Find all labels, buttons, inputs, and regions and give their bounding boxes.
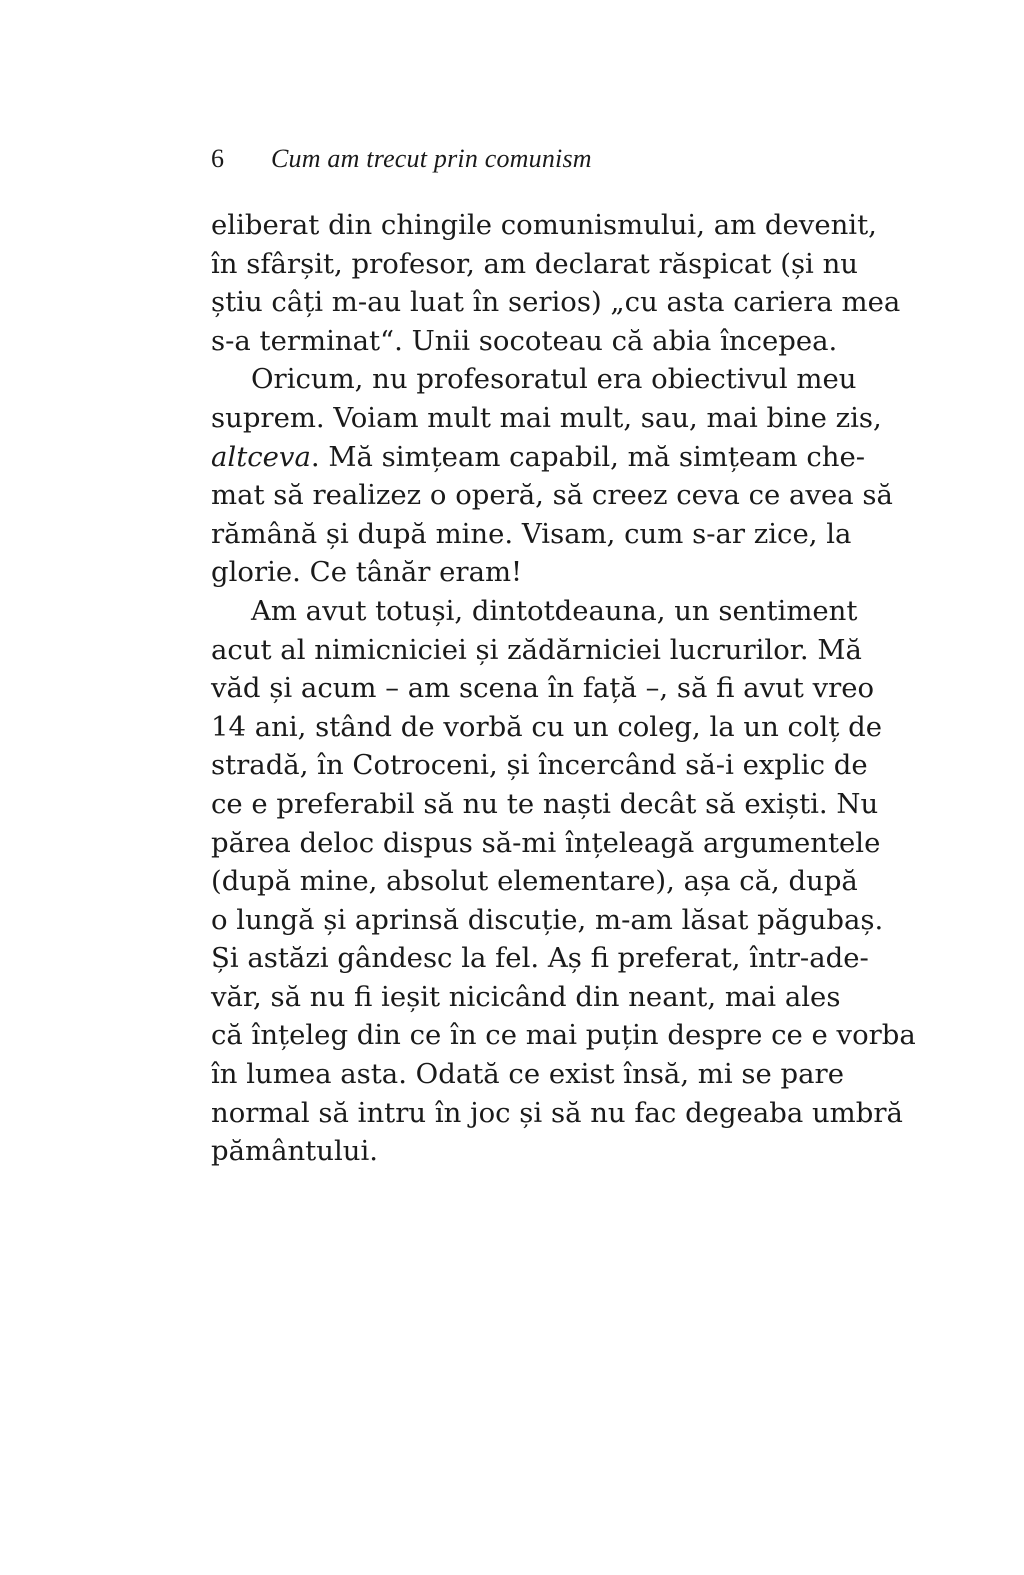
text-line: știu câți m-au luat în serios) „cu asta cariera mea [211, 286, 901, 319]
text-line: văd și acum – am scena în față –, să fi avut vreo [211, 672, 875, 705]
text-line: acut al nimicniciei și zădărniciei lucrurilor. Mă [211, 633, 862, 666]
text-line: că înțeleg din ce în ce mai puțin despre ce e vorba [211, 1019, 916, 1052]
text-line: suprem. Voiam mult mai mult, sau, mai bine zis, [211, 401, 882, 434]
emphasized-word: altceva [211, 440, 311, 473]
text-line: ce e preferabil să nu te naști decât să exiști. Nu [211, 787, 879, 820]
text-line: glorie. Ce tânăr eram! [211, 556, 523, 589]
paragraph-start-line: Am avut totuși, dintotdeauna, un sentiment [251, 594, 858, 627]
running-head [211, 142, 841, 176]
text-line: o lungă și aprinsă discuție, m-am lăsat păgubaș. [211, 903, 884, 936]
text-line: 14 ani, stând de vorbă cu un coleg, la un colț de [211, 710, 882, 743]
text-line: normal să intru în joc și să nu fac degeaba umbră [211, 1096, 903, 1129]
text-line: s-a terminat“. Unii socoteau că abia începea. [211, 324, 838, 357]
page-number: 6 [211, 144, 224, 173]
text-line: eliberat din chingile comunismului, am devenit, [211, 209, 877, 241]
book-title: Cum am trecut prin comunism [271, 144, 592, 173]
text-line: (după mine, absolut elementare), așa că, după [211, 865, 858, 898]
paragraph-start-line: Oricum, nu profesoratul era obiectivul meu [251, 363, 857, 396]
text-line-with-emphasis [211, 438, 866, 477]
text-line: pământului. [211, 1135, 378, 1168]
text-line: văr, să nu fi ieșit nicicând din neant, mai ales [211, 980, 841, 1013]
text-line: mat să realizez o operă, să creez ceva ce avea să [211, 479, 893, 512]
text-line: Și astăzi gândesc la fel. Aș fi preferat, într-ade- [211, 942, 869, 975]
text-line: în lumea asta. Odată ce exist însă, mi se pare [211, 1058, 844, 1091]
text-line: în sfârșit, profesor, am declarat răspicat (și nu [211, 247, 859, 280]
text-line: rămână și după mine. Visam, cum s-ar zice, la [211, 517, 852, 550]
body-text [211, 206, 916, 1171]
text-line: stradă, în Cotroceni, și încercând să-i explic de [211, 749, 868, 782]
text-fragment: . Mă simțeam capabil, mă simțeam che- [310, 440, 866, 473]
text-line: părea deloc dispus să-mi înțeleagă argumentele [211, 826, 881, 859]
